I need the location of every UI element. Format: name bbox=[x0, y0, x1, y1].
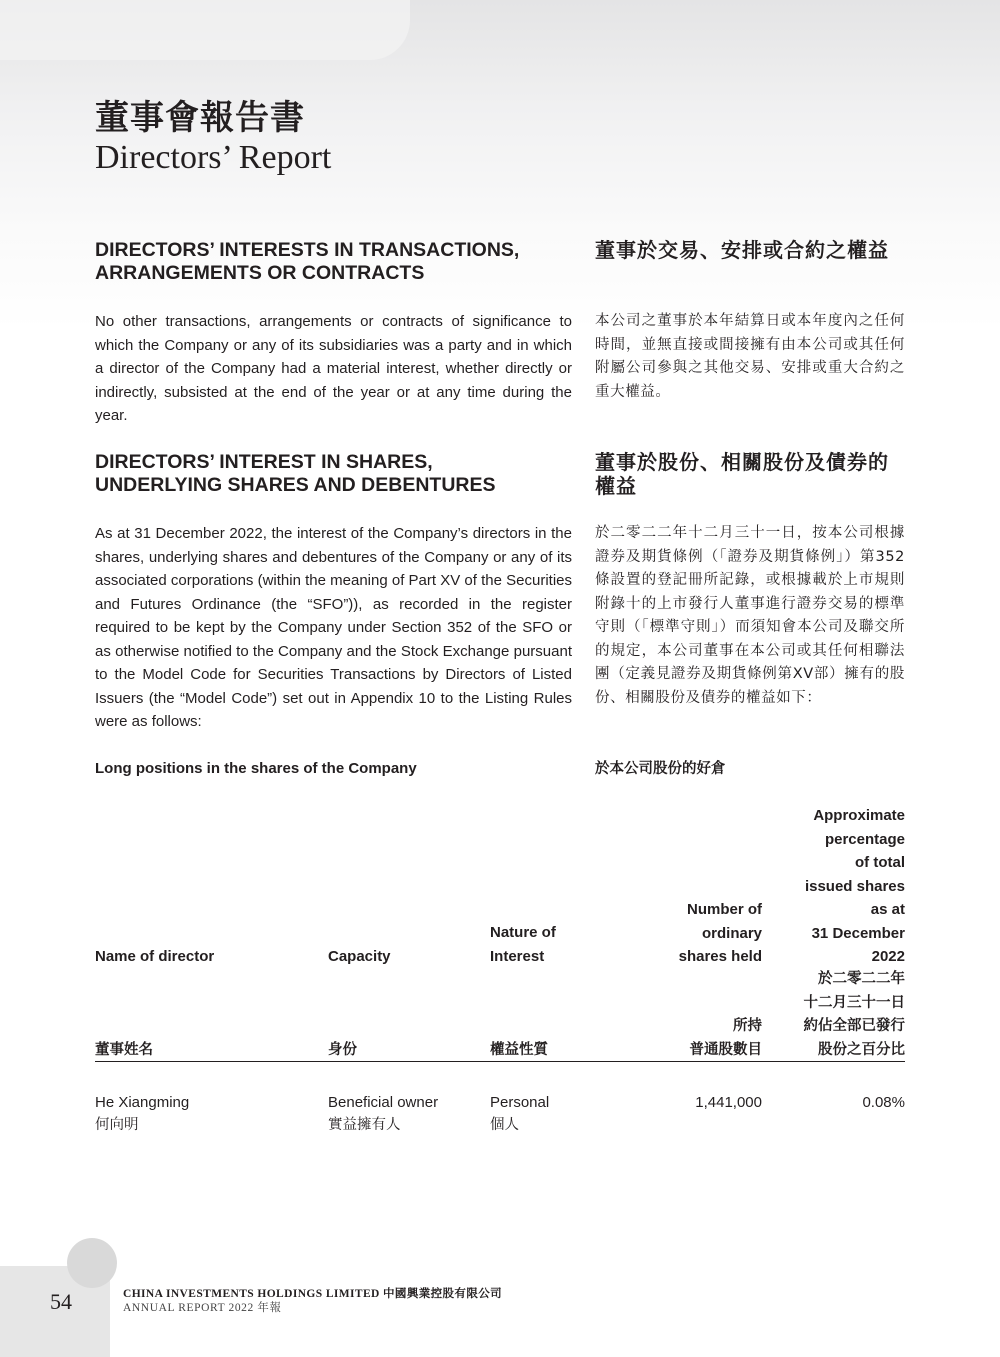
footer-report-title: ANNUAL REPORT 2022 年報 bbox=[123, 1302, 282, 1314]
col-header-capacity-zh: 身份 bbox=[328, 1042, 357, 1058]
col-header-percentage-en-line6: 31 December bbox=[811, 924, 905, 942]
col-header-percentage-en-line5: as at bbox=[870, 901, 905, 918]
section1-body-zh: 本公司之董事於本年結算日或本年度內之任何時間，並無直接或間接擁有由本公司或其任何附屬公司參與之其他交易、安排或重大合約之重大權益。 bbox=[595, 313, 905, 400]
page-number: 54 bbox=[50, 1289, 72, 1314]
col-header-percentage-zh-line4: 股份之百分比 bbox=[818, 1041, 905, 1058]
col-header-nature-en-line1: Nature of bbox=[490, 924, 556, 941]
col-header-capacity-en: Capacity bbox=[328, 948, 391, 965]
col-header-shares-en-line3: shares held bbox=[678, 948, 762, 965]
page-title-zh: 董事會報告書 bbox=[95, 98, 305, 138]
col-header-nature-en-line2: Interest bbox=[490, 947, 545, 965]
section2-heading-en-line1: DIRECTORS’ INTEREST IN SHARES, bbox=[95, 451, 433, 473]
section2-heading-zh-line1: 董事於股份、相關股份及債券的 bbox=[595, 450, 889, 474]
section2-heading-zh-line2: 權益 bbox=[595, 474, 637, 498]
cell-capacity-zh: 實益擁有人 bbox=[328, 1117, 401, 1133]
col-header-percentage-zh-line3: 約佔全部已發行 bbox=[803, 1018, 905, 1034]
col-header-percentage-en-line7: 2022 bbox=[871, 948, 905, 965]
cell-nature-en: Personal bbox=[490, 1094, 550, 1111]
cell-percentage: 0.08% bbox=[862, 1094, 905, 1111]
footer-decoration-circle bbox=[67, 1238, 117, 1288]
col-header-shares-en-line2: ordinary bbox=[701, 924, 762, 942]
col-header-percentage-zh-line2: 十二月三十一日 bbox=[803, 994, 905, 1011]
col-header-percentage-en-line1: Approximate bbox=[813, 807, 905, 824]
col-header-shares-en bbox=[632, 898, 762, 969]
cell-capacity-en: Beneficial owner bbox=[328, 1094, 439, 1111]
cell-name-en: He Xiangming bbox=[95, 1094, 190, 1111]
col-header-percentage-en-line4: issued shares bbox=[804, 877, 905, 895]
footer-company-name: CHINA INVESTMENTS HOLDINGS LIMITED 中國興業控股有限公司 bbox=[123, 1288, 503, 1300]
section1-body-en: No other transactions, arrangements or contracts of significance to which the Company or any of its subsidiaries was a party and in which a director of the Company had a material interest, whether directly or indirectly, subsisted at the end of the year or at any time during the year. bbox=[95, 313, 572, 424]
cell-shares: 1,441,000 bbox=[695, 1094, 762, 1111]
table-subheading-en: Long positions in the shares of the Company bbox=[95, 760, 417, 777]
section2-heading-en-line2: UNDERLYING SHARES AND DEBENTURES bbox=[95, 474, 496, 496]
section2-body-zh: 於二零二二年十二月三十一日，按本公司根據證券及期貨條例（「證券及期貨條例」）第352條設置的登記冊所記錄，或根據載於上市規則附錄十的上市發行人董事進行證券交易的標準守則（「標準守則」）而須知會本公司及聯交所的規定，本公司董事在本公司或其任何相聯法團（定義見證券及期貨條例第XV部）擁有的股份、相關股份及債券的權益如下： bbox=[595, 525, 905, 706]
section2-body-en: As at 31 December 2022, the interest of the Company’s directors in the shares, underlying shares and debentures of the Company or any of its associated corporations (within the meaning of Part XV of the Securities and Futures Ordinance (the “SFO”)), as recorded in the register required to be kept by the Company under Section 352 of the SFO or as otherwise notified to the Company and the Stock Exchange pursuant to the Model Code for Securities Transactions by Directors of Listed Issuers (the “Model Code”) set out in Appendix 10 to the Listing Rules were as follows: bbox=[95, 525, 572, 730]
col-header-shares-zh-line2: 普通股數目 bbox=[689, 1041, 762, 1058]
col-header-name-zh: 董事姓名 bbox=[95, 1042, 153, 1058]
header-decoration bbox=[0, 0, 410, 60]
col-header-name-en: Name of director bbox=[95, 948, 215, 965]
page-title-en: Directors’ Report bbox=[95, 139, 332, 176]
col-header-percentage-zh bbox=[765, 968, 905, 1062]
section1-heading-en bbox=[95, 239, 575, 285]
section2-heading-en bbox=[95, 451, 575, 497]
table-header-rule bbox=[95, 1061, 905, 1062]
col-header-nature-zh: 權益性質 bbox=[490, 1042, 548, 1058]
col-header-percentage-en bbox=[765, 804, 905, 969]
section2-heading-zh bbox=[595, 450, 915, 498]
section1-heading-zh: 董事於交易、安排或合約之權益 bbox=[595, 238, 889, 262]
col-header-nature-en bbox=[490, 921, 556, 968]
section1-heading-en-line2: ARRANGEMENTS OR CONTRACTS bbox=[95, 262, 425, 284]
cell-nature-zh: 個人 bbox=[490, 1117, 519, 1133]
section1-heading-en-line1: DIRECTORS’ INTERESTS IN TRANSACTIONS, bbox=[95, 239, 520, 261]
col-header-shares-en-line1: Number of bbox=[687, 901, 762, 918]
col-header-percentage-zh-line1: 於二零二二年 bbox=[818, 971, 905, 987]
table-subheading-zh: 於本公司股份的好倉 bbox=[595, 761, 726, 777]
col-header-percentage-en-line3: of total bbox=[855, 854, 905, 871]
col-header-percentage-en-line2: percentage bbox=[824, 830, 905, 848]
col-header-shares-zh bbox=[632, 1015, 762, 1062]
col-header-shares-zh-line1: 所持 bbox=[733, 1018, 762, 1034]
cell-name-zh: 何向明 bbox=[95, 1117, 139, 1133]
